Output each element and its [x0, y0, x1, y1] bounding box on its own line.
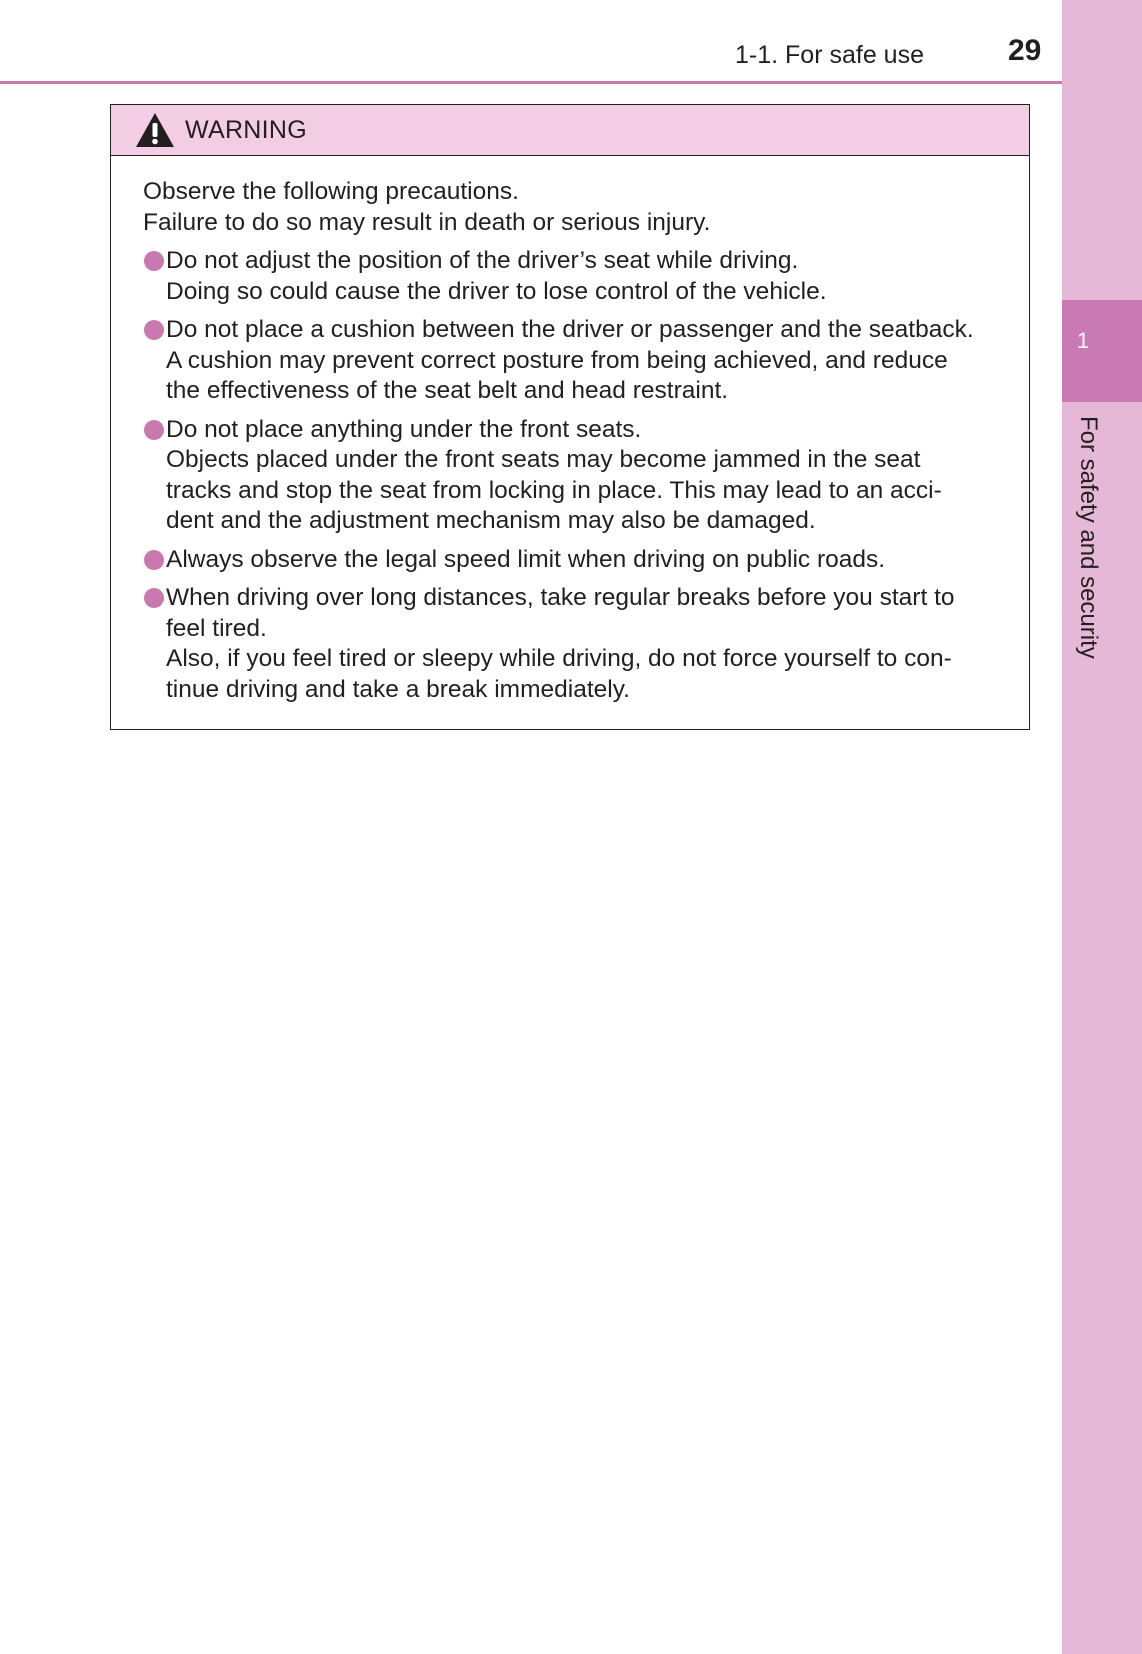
intro-line: Observe the following precautions. [143, 178, 519, 205]
bullet-line: Do not place anything under the front seats. [166, 415, 642, 443]
bullet-line: feel tired. [166, 614, 267, 642]
list-item [143, 583, 998, 705]
bullet-line: Always observe the legal speed limit when driving on public roads. [166, 545, 886, 573]
bullet-dot-icon [144, 550, 164, 570]
bullet-line: When driving over long distances, take regular breaks before you start to [166, 584, 955, 611]
bullet-line: tracks and stop the seat from locking in place. This may lead to an acci- [166, 476, 942, 504]
bullet-line: Do not place a cushion between the driver or passenger and the seatback. [166, 316, 974, 343]
warning-box [110, 104, 1030, 730]
chapter-title: For safety and security [1075, 416, 1102, 659]
list-item [143, 545, 998, 576]
bullet-line: the effectiveness of the seat belt and head restraint. [166, 377, 729, 404]
bullet-dot-icon [144, 320, 164, 340]
bullet-line: A cushion may prevent correct posture from being achieved, and reduce [166, 346, 948, 374]
bullet-list [143, 246, 998, 705]
warning-body [143, 177, 998, 713]
bullet-line: dent and the adjustment mechanism may also be damaged. [166, 507, 816, 534]
intro-line: Failure to do so may result in death or serious injury. [143, 208, 711, 236]
list-item [143, 315, 998, 407]
section-title: 1-1. For safe use [735, 41, 924, 69]
bullet-line: Objects placed under the front seats may become jammed in the seat [166, 446, 921, 473]
bullet-dot-icon [144, 251, 164, 271]
bullet-dot-icon [144, 420, 164, 440]
bullet-dot-icon [144, 588, 164, 608]
side-strip [1062, 0, 1142, 1654]
chapter-tab[interactable] [1062, 300, 1142, 402]
header-rule [0, 81, 1062, 84]
list-item [143, 246, 998, 307]
list-item [143, 415, 998, 537]
warning-triangle-icon [135, 112, 175, 148]
bullet-line: Also, if you feel tired or sleepy while driving, do not force yourself to con- [166, 645, 952, 672]
bullet-line: Do not adjust the position of the driver’s seat while driving. [166, 247, 799, 274]
bullet-line: tinue driving and take a break immediately. [166, 675, 630, 703]
chapter-number: 1 [1077, 328, 1090, 353]
warning-header [111, 105, 1029, 156]
page-number: 29 [1008, 34, 1042, 67]
bullet-line: Doing so could cause the driver to lose control of the vehicle. [166, 277, 827, 305]
warning-title: WARNING [185, 115, 307, 144]
